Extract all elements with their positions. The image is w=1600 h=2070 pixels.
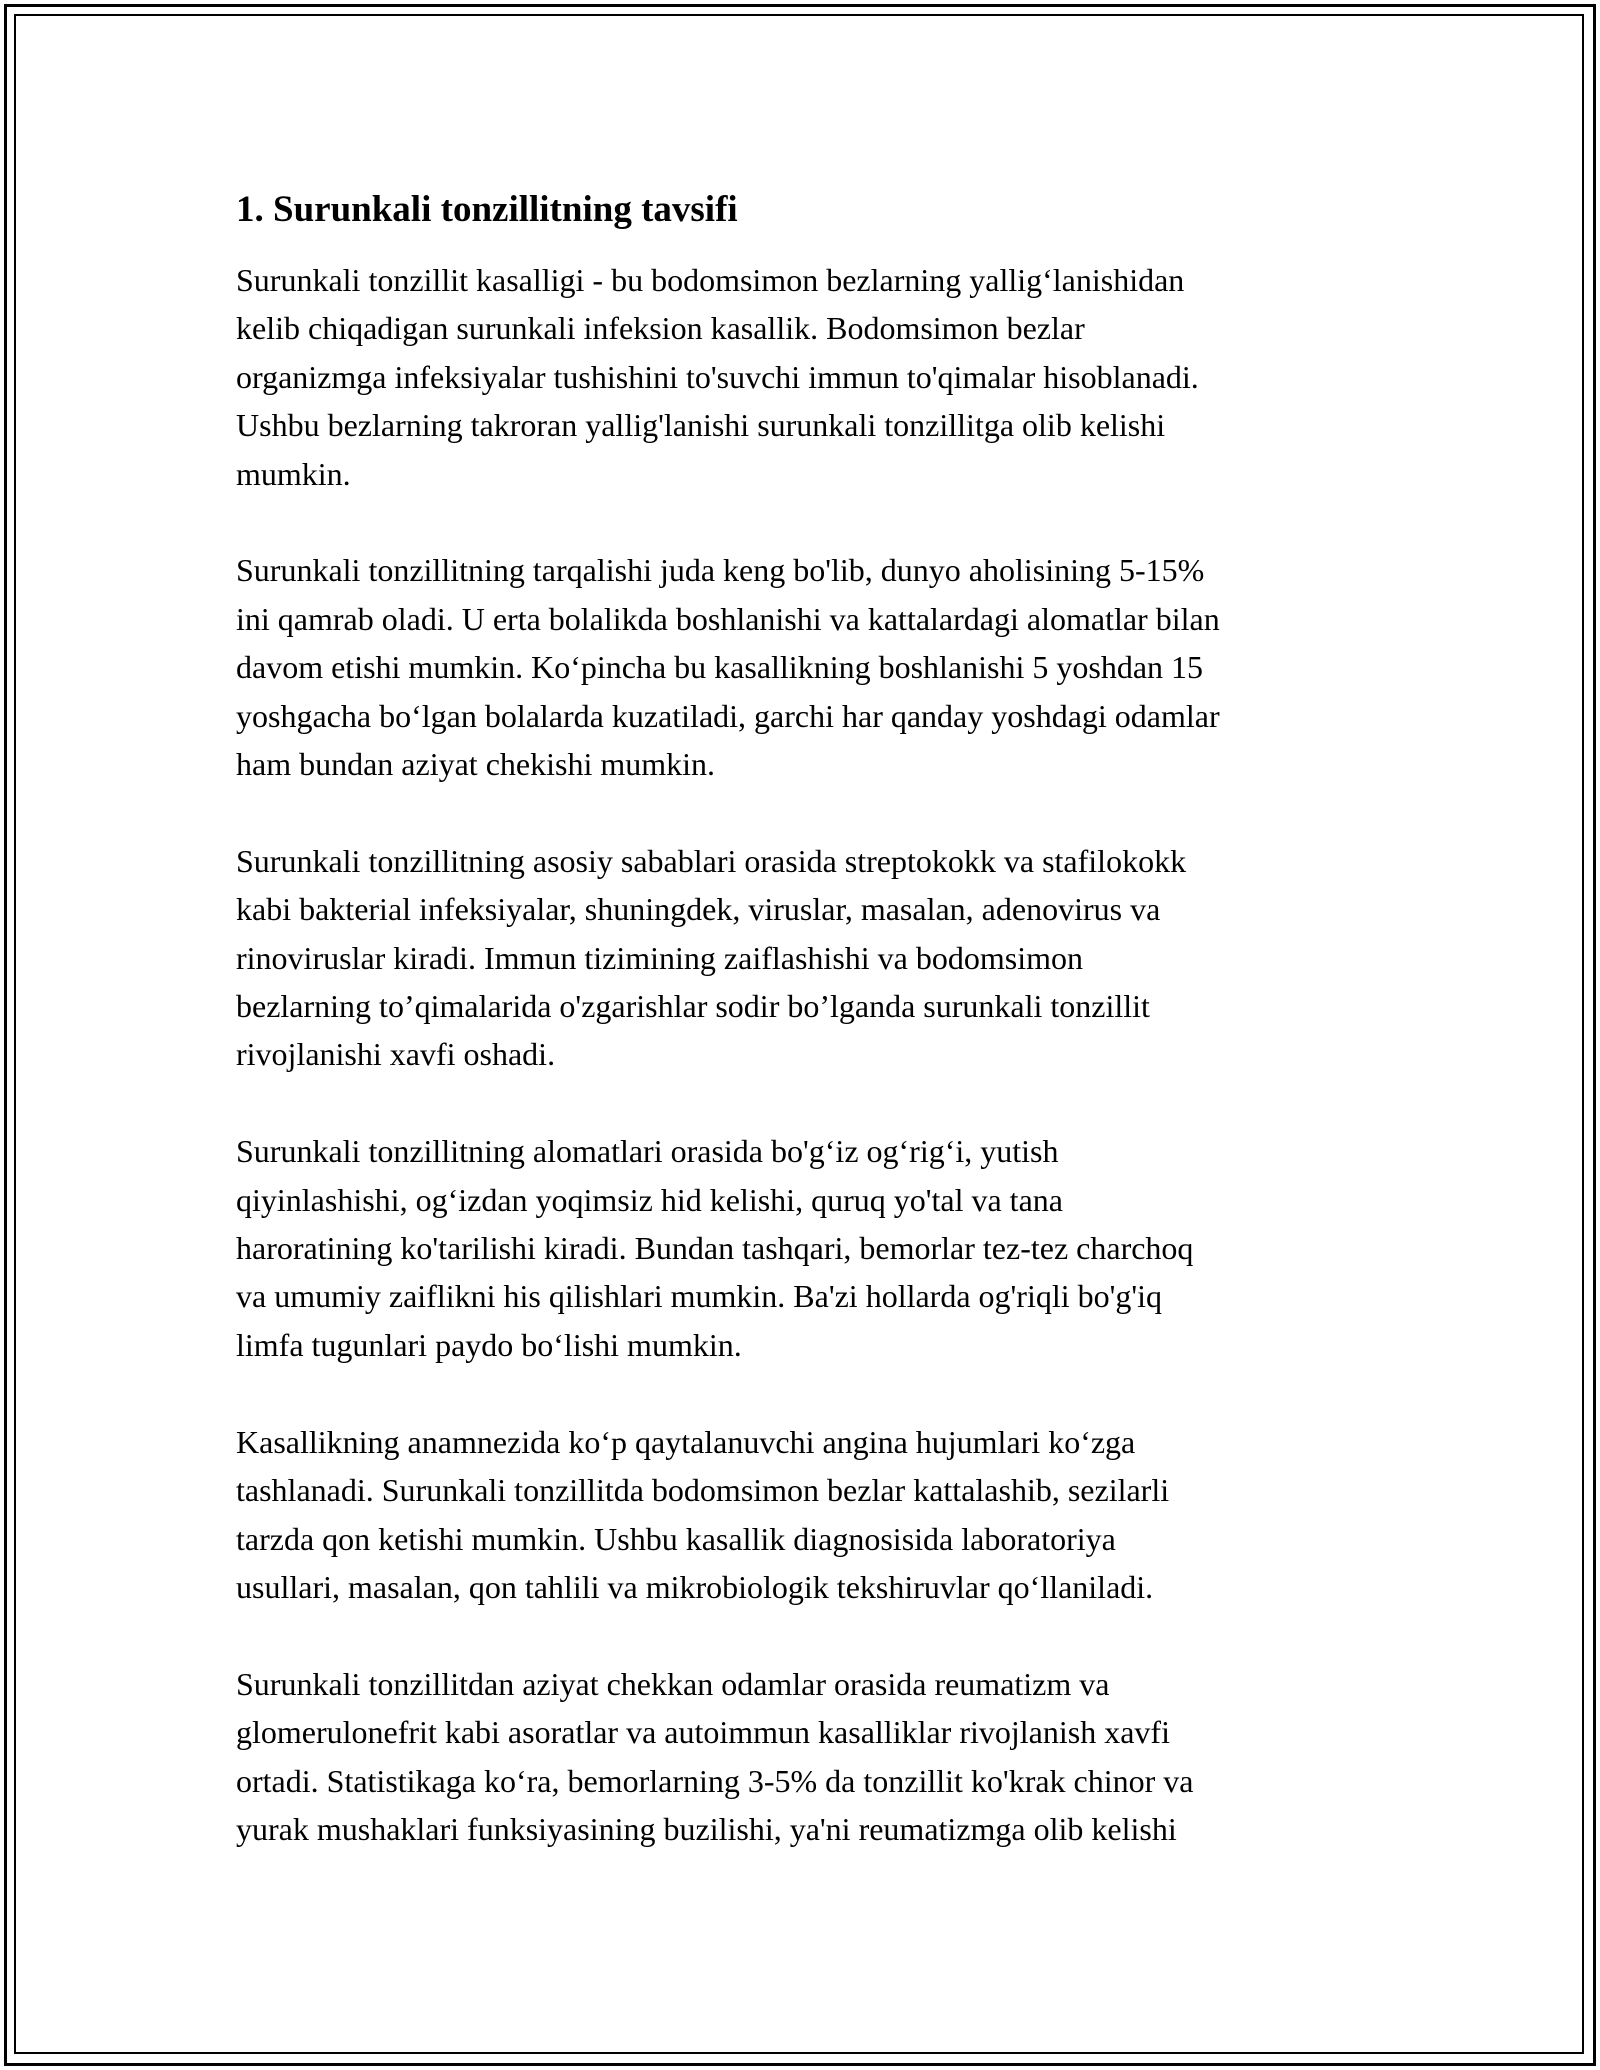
paragraph-spacer [236, 1611, 1376, 1659]
text-line: Surunkali tonzillit kasalligi - bu bodomsimon bezlarning yallig‘lanishidan [236, 262, 1185, 298]
document-body [236, 186, 1376, 1853]
text-line: Surunkali tonzillitning alomatlari orasida bo'g‘iz og‘rig‘i, yutish [236, 1133, 1059, 1170]
paragraph-diagnosis [236, 1418, 1376, 1612]
text-line: Surunkali tonzillitning asosiy sabablari orasida streptokokk va stafilokokk [236, 842, 1187, 879]
section-heading: 1. Surunkali tonzillitning tavsifi [236, 189, 738, 230]
text-line: ham bundan aziyat chekishi mumkin. [236, 746, 715, 783]
text-line: kelib chiqadigan surunkali infeksion kasallik. Bodomsimon bezlar [236, 310, 1085, 347]
text-line: mumkin. [236, 455, 351, 492]
paragraph-symptoms [236, 1127, 1376, 1369]
paragraph-spacer [236, 788, 1376, 836]
text-line: va umumiy zaiflikni his qilishlari mumkin. Ba'zi hollarda og'riqli bo'g'iq [236, 1278, 1163, 1315]
text-line: rinoviruslar kiradi. Immun tizimining zaiflashishi va bodomsimon [236, 939, 1083, 976]
text-line: Kasallikning anamnezida ko‘p qaytalanuvchi angina hujumlari ko‘zga [236, 1423, 1136, 1460]
paragraph-prevalence [236, 546, 1376, 788]
text-line: usullari, masalan, qon tahlili va mikrobiologik tekshiruvlar qo‘llaniladi. [236, 1568, 1154, 1605]
text-line: bezlarning to’qimalarida o'zgarishlar sodir bo’lganda surunkali tonzillit [236, 988, 1150, 1025]
text-line: qiyinlashishi, og‘izdan yoqimsiz hid kelishi, quruq yo'tal va tana [236, 1181, 1063, 1218]
paragraph-spacer [236, 1079, 1376, 1127]
text-line: glomerulonefrit kabi asoratlar va autoimmun kasalliklar rivojlanish xavfi [236, 1714, 1170, 1751]
text-line: kabi bakterial infeksiyalar, shuningdek, viruslar, masalan, adenovirus va [236, 891, 1161, 928]
text-line: rivojlanishi xavfi oshadi. [236, 1036, 556, 1073]
paragraph-description [236, 256, 1376, 498]
text-line: ini qamrab oladi. U erta bolalikda boshlanishi va kattalardagi alomatlar bilan [236, 600, 1220, 637]
text-line: davom etishi mumkin. Ko‘pincha bu kasallikning boshlanishi 5 yoshdan 15 [236, 649, 1204, 686]
text-line: yurak mushaklari funksiyasining buzilishi, ya'ni reumatizmga olib kelishi [236, 1810, 1177, 1847]
text-line: tarzda qon ketishi mumkin. Ushbu kasallik diagnosisida laboratoriya [236, 1520, 1116, 1557]
text-line: ortadi. Statistikaga ko‘ra, bemorlarning 3-5% da tonzillit ko'krak chinor va [236, 1762, 1194, 1799]
text-line: Surunkali tonzillitdan aziyat chekkan odamlar orasida reumatizm va [236, 1665, 1110, 1702]
text-line: organizmga infeksiyalar tushishini to'suvchi immun to'qimalar hisoblanadi. [236, 358, 1199, 395]
paragraph-spacer [236, 1369, 1376, 1417]
paragraph-complications [236, 1660, 1376, 1854]
text-line: haroratining ko'tarilishi kiradi. Bundan tashqari, bemorlar tez-tez charchoq [236, 1230, 1194, 1267]
paragraph-causes [236, 837, 1376, 1079]
paragraph-spacer [236, 498, 1376, 546]
text-line: Ushbu bezlarning takroran yallig'lanishi surunkali tonzillitga olib kelishi [236, 407, 1166, 444]
text-line: yoshgacha bo‘lgan bolalarda kuzatiladi, garchi har qanday yoshdagi odamlar [236, 697, 1220, 734]
text-line: tashlanadi. Surunkali tonzillitda bodomsimon bezlar kattalashib, sezilarli [236, 1472, 1170, 1509]
text-line: limfa tugunlari paydo bo‘lishi mumkin. [236, 1326, 742, 1363]
text-line: Surunkali tonzillitning tarqalishi juda keng bo'lib, dunyo aholisining 5-15% [236, 552, 1205, 589]
